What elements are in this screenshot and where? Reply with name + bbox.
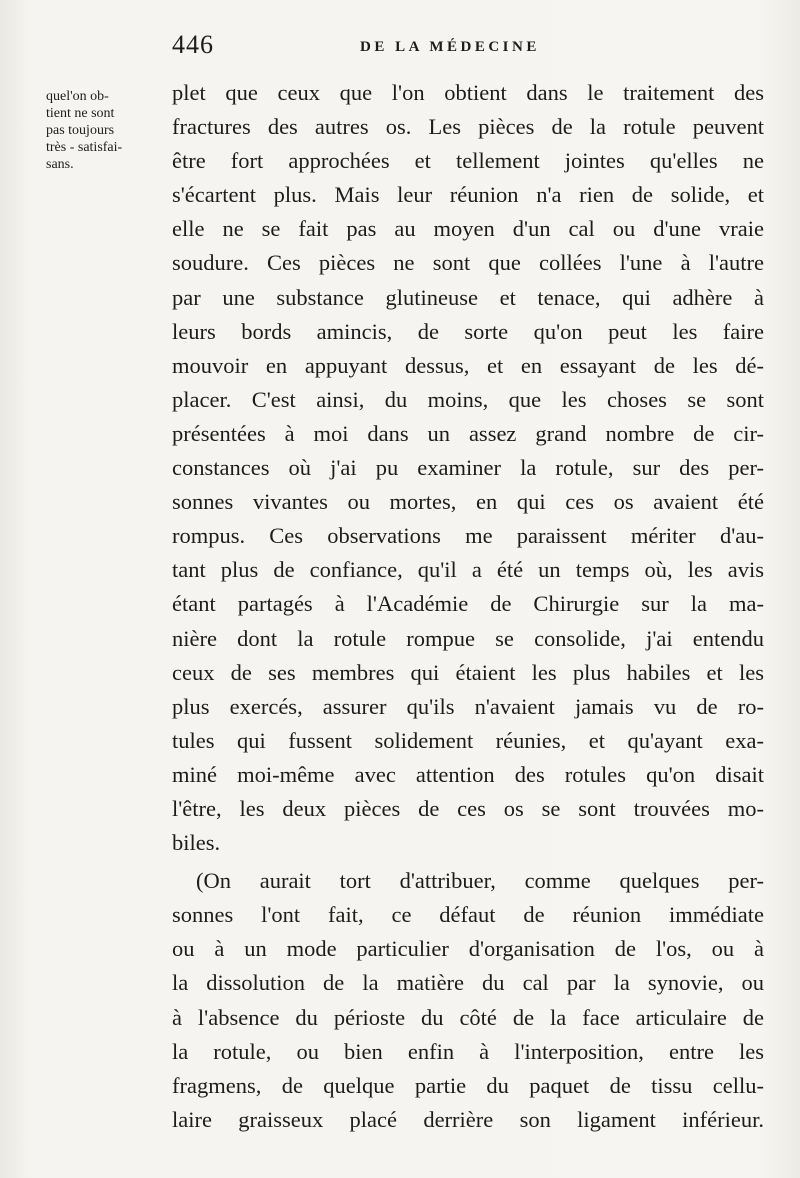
- page-number: 446: [172, 30, 214, 59]
- text-line: l'être, les deux pièces de ces os se sont trouvées mo-: [172, 795, 764, 821]
- text-line: fragmens, de quelque partie du paquet de tissu cellu-: [172, 1072, 764, 1098]
- text-line: ceux de ses membres qui étaient les plus habiles et les: [172, 659, 764, 685]
- text-line: tant plus de confiance, qu'il a été un temps où, les avis: [172, 557, 764, 583]
- paragraph-1: [172, 76, 764, 860]
- text-line: être fort approchées et tellement jointes qu'elles ne: [172, 148, 764, 174]
- text-line: la dissolution de la matière du cal par la synovie, ou: [172, 970, 764, 996]
- text-line: miné moi-même avec attention des rotules qu'on disait: [172, 761, 764, 787]
- text-line: sonnes vivantes ou mortes, en qui ces os avaient été: [172, 489, 764, 515]
- text-line: soudure. Ces pièces ne sont que collées l'une à l'autre: [172, 250, 764, 276]
- text-line: plus exercés, assurer qu'ils n'avaient jamais vu de ro-: [172, 693, 764, 719]
- text-line: nière dont la rotule rompue se consolide, j'ai entendu: [172, 625, 764, 651]
- text-line: placer. C'est ainsi, du moins, que les choses se sont: [172, 386, 764, 412]
- margin-note-line: tient ne sont: [46, 106, 115, 121]
- text-line: étant partagés à l'Académie de Chirurgie sur la ma-: [172, 591, 764, 617]
- body-text: [172, 76, 764, 1137]
- text-line: laire graisseux placé derrière son ligament inférieur.: [172, 1106, 764, 1132]
- text-line: tules qui fussent solidement réunies, et qu'ayant exa-: [172, 727, 764, 753]
- text-line: rompus. Ces observations me paraissent mériter d'au-: [172, 523, 764, 549]
- margin-note-line: très - satisfai-: [46, 140, 123, 155]
- text-line: leurs bords amincis, de sorte qu'on peut les faire: [172, 318, 764, 344]
- page-header: [172, 30, 772, 70]
- running-title: DE LA MÉDECINE: [360, 39, 540, 55]
- text-line: (On aurait tort d'attribuer, comme quelques per-: [196, 868, 764, 894]
- text-line: elle ne se fait pas au moyen d'un cal ou d'une vraie: [172, 216, 764, 242]
- text-line: par une substance glutineuse et tenace, qui adhère à: [172, 284, 764, 310]
- text-line: fractures des autres os. Les pièces de la rotule peuvent: [172, 114, 764, 140]
- text-line: présentées à moi dans un assez grand nombre de cir-: [172, 420, 764, 446]
- paragraph-2: [172, 864, 764, 1137]
- text-line: plet que ceux que l'on obtient dans le traitement des: [172, 80, 764, 105]
- margin-note-line: sans.: [46, 157, 74, 172]
- text-line: constances où j'ai pu examiner la rotule, sur des per-: [172, 455, 764, 481]
- text-line: à l'absence du périoste du côté de la face articulaire de: [172, 1004, 764, 1030]
- margin-note-line: quel'on ob-: [46, 89, 109, 104]
- text-line: mouvoir en appuyant dessus, et en essayant de les dé-: [172, 352, 764, 378]
- margin-note: [46, 88, 156, 173]
- text-line: ou à un mode particulier d'organisation de l'os, ou à: [172, 936, 764, 962]
- text-line: biles.: [172, 830, 221, 856]
- text-line: la rotule, ou bien enfin à l'interposition, entre les: [172, 1038, 764, 1064]
- text-line: s'écartent plus. Mais leur réunion n'a rien de solide, et: [172, 182, 764, 208]
- text-line: sonnes l'ont fait, ce défaut de réunion immédiate: [172, 902, 764, 928]
- margin-note-line: pas toujours: [46, 123, 115, 138]
